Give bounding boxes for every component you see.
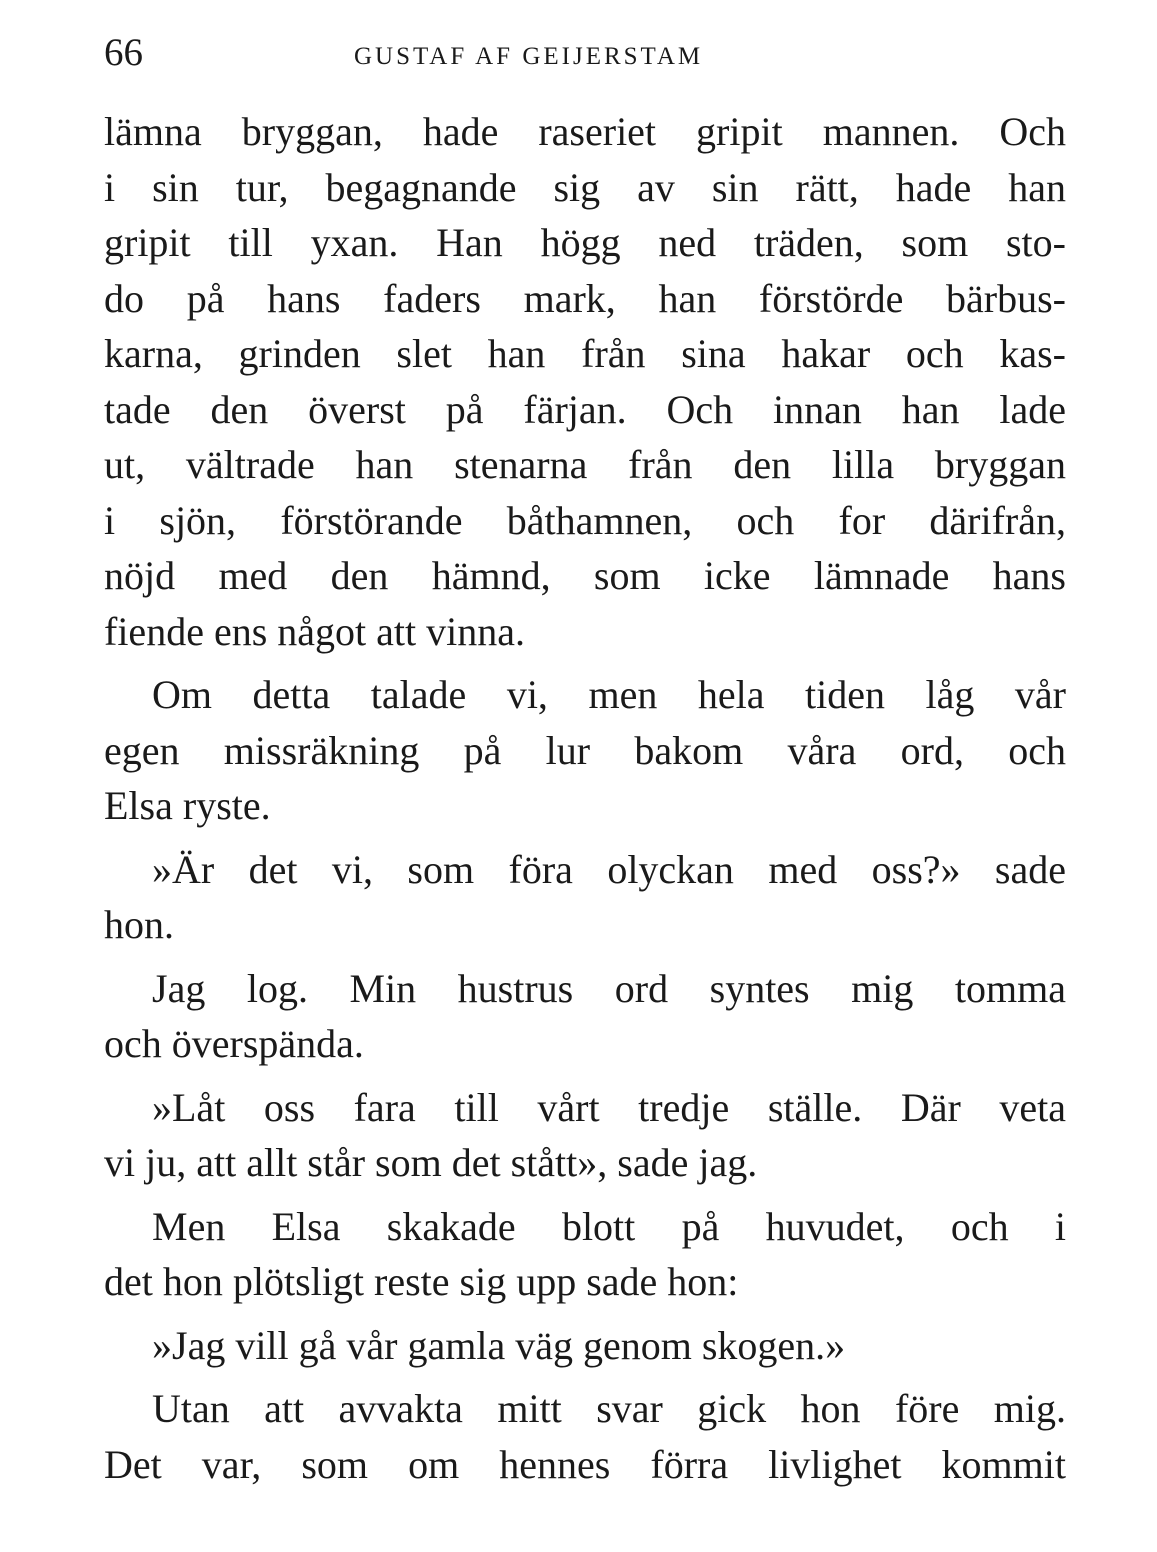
paragraph xyxy=(104,961,1066,1072)
text-line: Men Elsa skakade blott på huvudet, och i xyxy=(152,1203,1066,1249)
text-line: lämna bryggan, hade raseriet gripit mannen. Och xyxy=(104,109,1066,154)
paragraph xyxy=(104,1199,1066,1310)
paragraph xyxy=(104,842,1066,953)
paragraph-gap xyxy=(104,1191,1066,1199)
text-line: Jag log. Min hustrus ord syntes mig tomma xyxy=(152,965,1066,1011)
text-line: Elsa ryste. xyxy=(104,783,271,828)
text-line: do på hans faders mark, han förstörde bärbus- xyxy=(104,275,1066,321)
paragraph xyxy=(104,667,1066,834)
text-line: det hon plötsligt reste sig upp sade hon: xyxy=(104,1259,739,1304)
paragraph-gap xyxy=(104,834,1066,842)
text-line: ut, vältrade han stenarna från den lilla bryggan xyxy=(104,442,1066,487)
paragraph xyxy=(104,104,1066,659)
paragraph-gap xyxy=(104,953,1066,961)
body-text xyxy=(104,104,1066,1492)
paragraph-gap xyxy=(104,659,1066,667)
text-line: karna, grinden slet han från sina hakar och kas- xyxy=(104,331,1066,376)
paragraph xyxy=(104,1080,1066,1191)
page-number: 66 xyxy=(104,31,143,74)
text-line: tade den överst på färjan. Och innan han lade xyxy=(104,386,1066,432)
text-line: och överspända. xyxy=(104,1021,364,1066)
paragraph xyxy=(104,1381,1066,1492)
page-header xyxy=(104,28,1064,78)
text-line: hon. xyxy=(104,902,174,947)
text-line: fiende ens något att vinna. xyxy=(104,608,525,654)
text-line: i sin tur, begagnande sig av sin rätt, hade han xyxy=(104,164,1066,210)
text-line: »Låt oss fara till vårt tredje ställe. Där veta xyxy=(152,1084,1066,1130)
text-line: »Är det vi, som föra olyckan med oss?» sade xyxy=(152,846,1066,892)
text-line: »Jag vill gå vår gamla väg genom skogen.» xyxy=(152,1322,846,1368)
text-line: egen missräkning på lur bakom våra ord, och xyxy=(104,727,1066,773)
paragraph-gap xyxy=(104,1310,1066,1318)
running-head: GUSTAF AF GEIJERSTAM xyxy=(354,43,704,70)
text-line: i sjön, förstörande båthamnen, och for därifrån, xyxy=(104,497,1066,543)
text-line: Om detta talade vi, men hela tiden låg vår xyxy=(152,672,1066,717)
paragraph-gap xyxy=(104,1072,1066,1080)
text-line: gripit till yxan. Han högg ned träden, som sto- xyxy=(104,220,1066,265)
paragraph xyxy=(104,1318,1066,1374)
text-line: Utan att avvakta mitt svar gick hon före mig. xyxy=(152,1386,1066,1431)
text-line: nöjd med den hämnd, som icke lämnade hans xyxy=(104,553,1066,598)
text-line: Det var, som om hennes förra livlighet kommit xyxy=(104,1441,1066,1487)
text-line: vi ju, att allt står som det stått», sade jag. xyxy=(104,1140,758,1185)
paragraph-gap xyxy=(104,1373,1066,1381)
